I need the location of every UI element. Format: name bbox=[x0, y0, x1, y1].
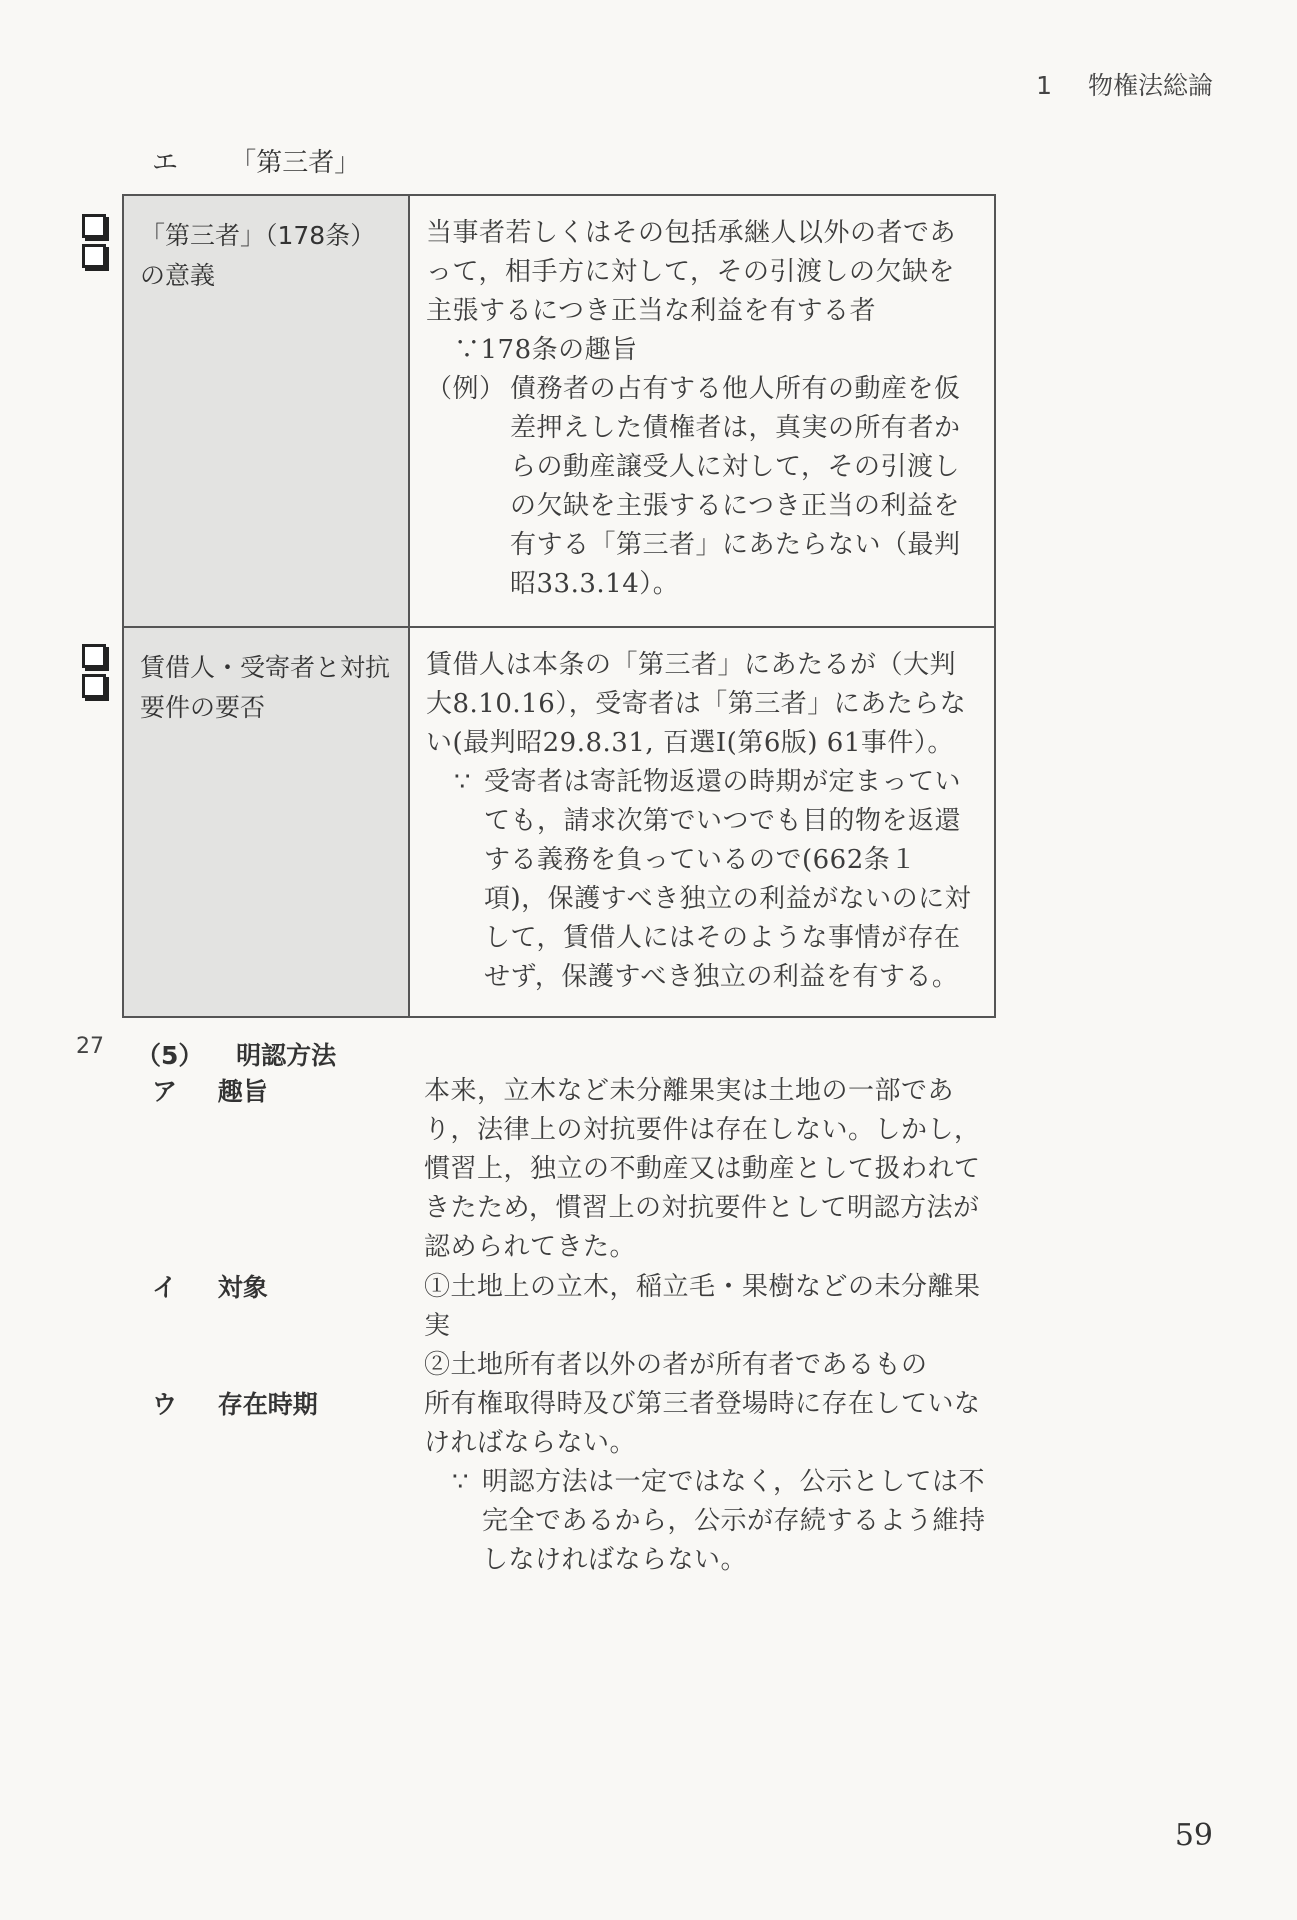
item-duration bbox=[152, 1385, 992, 1580]
checkbox-group-2 bbox=[82, 644, 106, 698]
table-row bbox=[124, 628, 994, 1016]
item-body bbox=[424, 1385, 992, 1580]
running-header bbox=[1036, 66, 1213, 102]
example-text: 債務者の占有する他人所有の動産を仮差押えした債権者は，真実の所有者からの動産譲受人に対して，その引渡しの欠缺を主張するにつき正当の利益を有する「第三者」にあたらない（最判昭33.3.14）。 bbox=[510, 374, 961, 599]
item-label bbox=[152, 1072, 424, 1267]
chapter-number: 1 bbox=[1036, 71, 1053, 100]
table-row bbox=[124, 196, 994, 628]
item-label bbox=[152, 1385, 424, 1580]
item-text: ①土地上の立木，稲立毛・果樹などの未分離果実 bbox=[424, 1272, 981, 1341]
definition-table bbox=[122, 194, 996, 1018]
because-mark: ∵ bbox=[454, 767, 472, 797]
checkbox-group-1 bbox=[82, 214, 106, 268]
page-number: 59 bbox=[1174, 1818, 1213, 1853]
section-heading bbox=[152, 142, 360, 179]
subsection-title: 明認方法 bbox=[236, 1041, 337, 1070]
example-label: （例） bbox=[426, 374, 506, 404]
checkbox[interactable] bbox=[82, 644, 106, 668]
item-text: 本来，立木など未分離果実は土地の一部であり，法律上の対抗要件は存在しない。しかし，慣習上，独立の不動産又は動産として扱われてきたため，慣習上の対抗要件として明認方法が認められてきた。 bbox=[424, 1076, 981, 1262]
subsection-number: （5） bbox=[136, 1041, 204, 1070]
because-mark: ∵ bbox=[452, 1467, 470, 1497]
section-mark: エ bbox=[152, 148, 179, 178]
reason-text: 明認方法は一定ではなく，公示としては不完全であるから，公示が存続するよう維持しなければならない。 bbox=[482, 1467, 986, 1575]
row-body bbox=[410, 628, 994, 1016]
checkbox[interactable] bbox=[82, 674, 106, 698]
chapter-title: 物権法総論 bbox=[1087, 71, 1213, 100]
item-purpose bbox=[152, 1072, 992, 1267]
item-text: 所有権取得時及び第三者登場時に存在していなければならない。 bbox=[424, 1389, 981, 1458]
rule-text: 賃借人は本条の「第三者」にあたるが（大判大8.10.16），受寄者は「第三者」にあたらない(最判昭29.8.31, 百選Ⅰ(第6版) 61事件）。 bbox=[426, 650, 967, 758]
item-body bbox=[424, 1268, 992, 1385]
checkbox[interactable] bbox=[82, 214, 106, 238]
item-mark: ア bbox=[152, 1077, 178, 1106]
reason-block bbox=[424, 1463, 992, 1580]
section-title: 「第三者」 bbox=[230, 148, 361, 178]
item-label bbox=[152, 1268, 424, 1385]
subsection-heading bbox=[136, 1036, 336, 1072]
definition-text: 当事者若しくはその包括承継人以外の者であって，相手方に対して，その引渡しの欠缺を主張するにつき正当な利益を有する者 bbox=[426, 218, 957, 326]
checkbox[interactable] bbox=[82, 244, 106, 268]
item-body bbox=[424, 1072, 992, 1267]
reason-text: 受寄者は寄託物返還の時期が定まっていても，請求次第でいつでも目的物を返還する義務を負っているので(662条１項)，保護すべき独立の利益がないのに対して，賃借人にはそのような事情が存在せず，保護すべき独立の利益を有する。 bbox=[484, 767, 972, 992]
reason-text: ∵178条の趣旨 bbox=[454, 335, 638, 365]
item-label-text: 対象 bbox=[217, 1273, 268, 1302]
item-text: ②土地所有者以外の者が所有者であるもの bbox=[424, 1350, 928, 1380]
row-label: 「第三者」（178条）の意義 bbox=[124, 196, 410, 626]
margin-number: 27 bbox=[76, 1034, 104, 1059]
example-block bbox=[426, 370, 978, 604]
reason-block bbox=[426, 763, 978, 997]
item-label-text: 存在時期 bbox=[217, 1390, 318, 1419]
row-label: 賃借人・受寄者と対抗要件の要否 bbox=[124, 628, 410, 1016]
item-mark: ウ bbox=[152, 1390, 178, 1419]
item-label-text: 趣旨 bbox=[217, 1077, 268, 1106]
item-subject bbox=[152, 1268, 992, 1385]
item-mark: イ bbox=[152, 1273, 178, 1302]
row-body bbox=[410, 196, 994, 626]
